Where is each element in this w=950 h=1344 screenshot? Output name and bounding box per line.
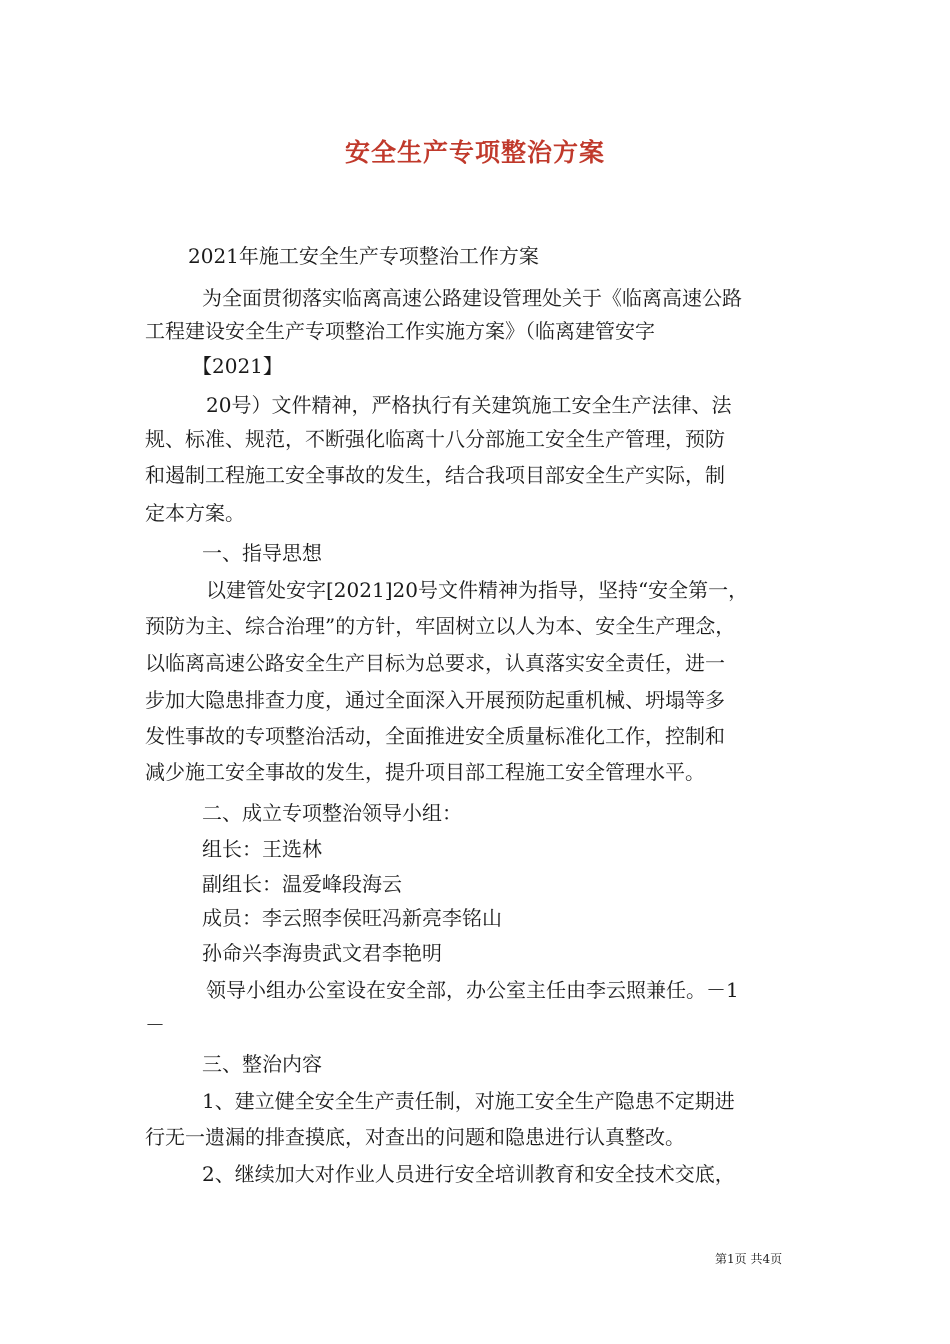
section-heading: 二、成立专项整治领导小组：	[202, 801, 462, 825]
text-line: 发性事故的专项整治活动，全面推进安全质量标准化工作，控制和	[145, 724, 725, 748]
section-heading: 一、指导思想	[202, 541, 322, 565]
text-line: 为全面贯彻落实临离高速公路建设管理处关于《临离高速公路	[202, 286, 742, 310]
text-line: 和遏制工程施工安全事故的发生，结合我项目部安全生产实际，制	[145, 463, 725, 487]
text-line: 孙命兴李海贵武文君李艳明	[202, 941, 442, 965]
section-heading: 三、整治内容	[202, 1052, 322, 1076]
text-line: 减少施工安全事故的发生，提升项目部工程施工安全管理水平。	[145, 760, 705, 784]
text-line: 规、标准、规范，不断强化临离十八分部施工安全生产管理，预防	[145, 427, 725, 451]
text-line: 预防为主、综合治理”的方针，牢固树立以人为本、安全生产理念，	[145, 614, 736, 638]
text-line: 【2021】	[192, 354, 283, 378]
text-line: 20号）文件精神，严格执行有关建筑施工安全生产法律、法	[206, 393, 732, 417]
text-line: 组长：王选林	[202, 837, 322, 861]
text-line: 副组长：温爱峰段海云	[202, 872, 402, 896]
text-line: 领导小组办公室设在安全部，办公室主任由李云照兼任。－1	[206, 978, 739, 1002]
text-line: 步加大隐患排查力度，通过全面深入开展预防起重机械、坍塌等多	[145, 688, 725, 712]
text-line: 定本方案。	[145, 501, 245, 525]
text-line: 1、建立健全安全生产责任制，对施工安全生产隐患不定期进	[202, 1089, 735, 1113]
text-line: －	[145, 1013, 165, 1037]
text-line: 以临离高速公路安全生产目标为总要求，认真落实安全责任，进一	[145, 651, 725, 675]
page-title: 安全生产专项整治方案	[344, 138, 605, 167]
text-line: 以建管处安字[2021]20号文件精神为指导，坚持“安全第一，	[206, 578, 749, 602]
text-line: 行无一遗漏的排查摸底，对查出的问题和隐患进行认真整改。	[145, 1125, 685, 1149]
page-number: 第1页 共4页	[715, 1252, 783, 1266]
text-line: 成员：李云照李侯旺冯新亮李铭山	[202, 906, 502, 930]
text-line: 2、继续加大对作业人员进行安全培训教育和安全技术交底，	[202, 1162, 735, 1186]
text-line: 工程建设安全生产专项整治工作实施方案》（临离建管安字	[145, 319, 655, 343]
text-line: 2021年施工安全生产专项整治工作方案	[188, 244, 539, 268]
